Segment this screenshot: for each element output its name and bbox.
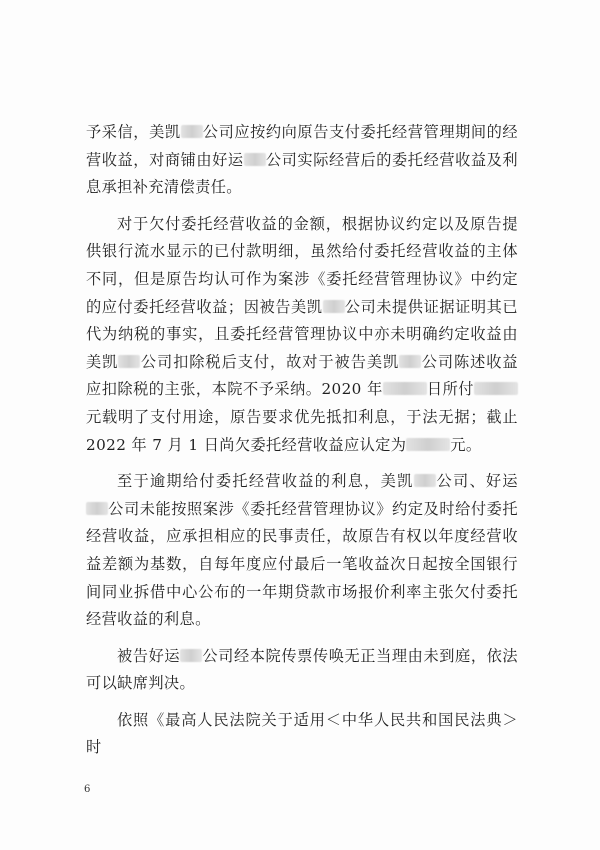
- text-segment: 公司经本院传票传唤无正当理由未到庭，依法可以缺席判决。: [86, 646, 518, 693]
- text-segment: 公司扣除税后支付，故对于被告美凯: [140, 352, 400, 371]
- paragraph-2: [86, 211, 518, 459]
- redaction-mark: [399, 355, 421, 368]
- text-segment: 元。: [450, 435, 482, 454]
- redaction-mark: [383, 382, 427, 395]
- text-segment: 元载明了支付用途，原告要求优先抵扣利息，于法无据；截止 2022 年 7 月 1 日尚欠委托经营收益应认定为: [86, 407, 518, 454]
- text-segment: 公司应按约向原告支付委托经营管理期间的经营收益，对商铺由好运: [86, 123, 519, 169]
- text-segment: 公司未提供证据证明其已代为纳税的事实，且委托经营管理协议中亦未明确约定收益由美凯: [86, 297, 519, 371]
- redaction-mark: [86, 502, 108, 515]
- text-segment: 依照《最高人民法院关于适用＜中华人民共和国民法典＞时: [86, 710, 518, 757]
- text-segment: 公司实际经营后的委托经营收益及利息承担补充清偿责任。: [86, 150, 519, 197]
- text-segment: 予采信，美凯: [86, 123, 181, 141]
- paragraph-4: [86, 643, 518, 698]
- redaction-mark: [118, 355, 140, 368]
- text-segment: 至于逾期给付委托经营收益的利息，美凯: [117, 472, 414, 491]
- page-number: 6: [84, 784, 91, 795]
- text-segment: 公司、好运: [435, 472, 518, 491]
- redaction-mark: [414, 474, 436, 487]
- judgment-text-body: [86, 119, 518, 771]
- redaction-mark: [244, 153, 266, 166]
- redaction-mark: [181, 125, 203, 138]
- text-segment: 被告好运: [117, 646, 181, 665]
- text-segment: 对于欠付委托经营收益的金额，根据协议约定以及原告提供银行流水显示的已付款明细，虽然给付委托经营收益的主体不同，但是原告均认可作为案涉《委托经营管理协议》中约定的应付委托经营收益；因被告美凯: [86, 214, 518, 316]
- redaction-mark: [406, 438, 450, 451]
- redaction-mark: [180, 649, 202, 662]
- paragraph-5: [86, 707, 518, 762]
- text-segment: 日所付: [426, 380, 474, 399]
- text-segment: 公司陈述收益应扣除税的主张，本院不予采纳。2020 年: [86, 352, 518, 399]
- text-segment: 公司未能按照案涉《委托经营管理协议》约定及时给付委托经营收益，应承担相应的民事责任，故原告有权以年度经营收益差额为基数，自每年度应付最后一笔收益次日起按全国银行间同业拆借中心公布的一年期贷款市场报价利率主张欠付委托经营收益的利息。: [86, 499, 518, 629]
- paragraph-3: [86, 468, 518, 634]
- redaction-mark: [474, 382, 518, 395]
- paragraph-1: [86, 119, 518, 202]
- redaction-mark: [323, 300, 345, 313]
